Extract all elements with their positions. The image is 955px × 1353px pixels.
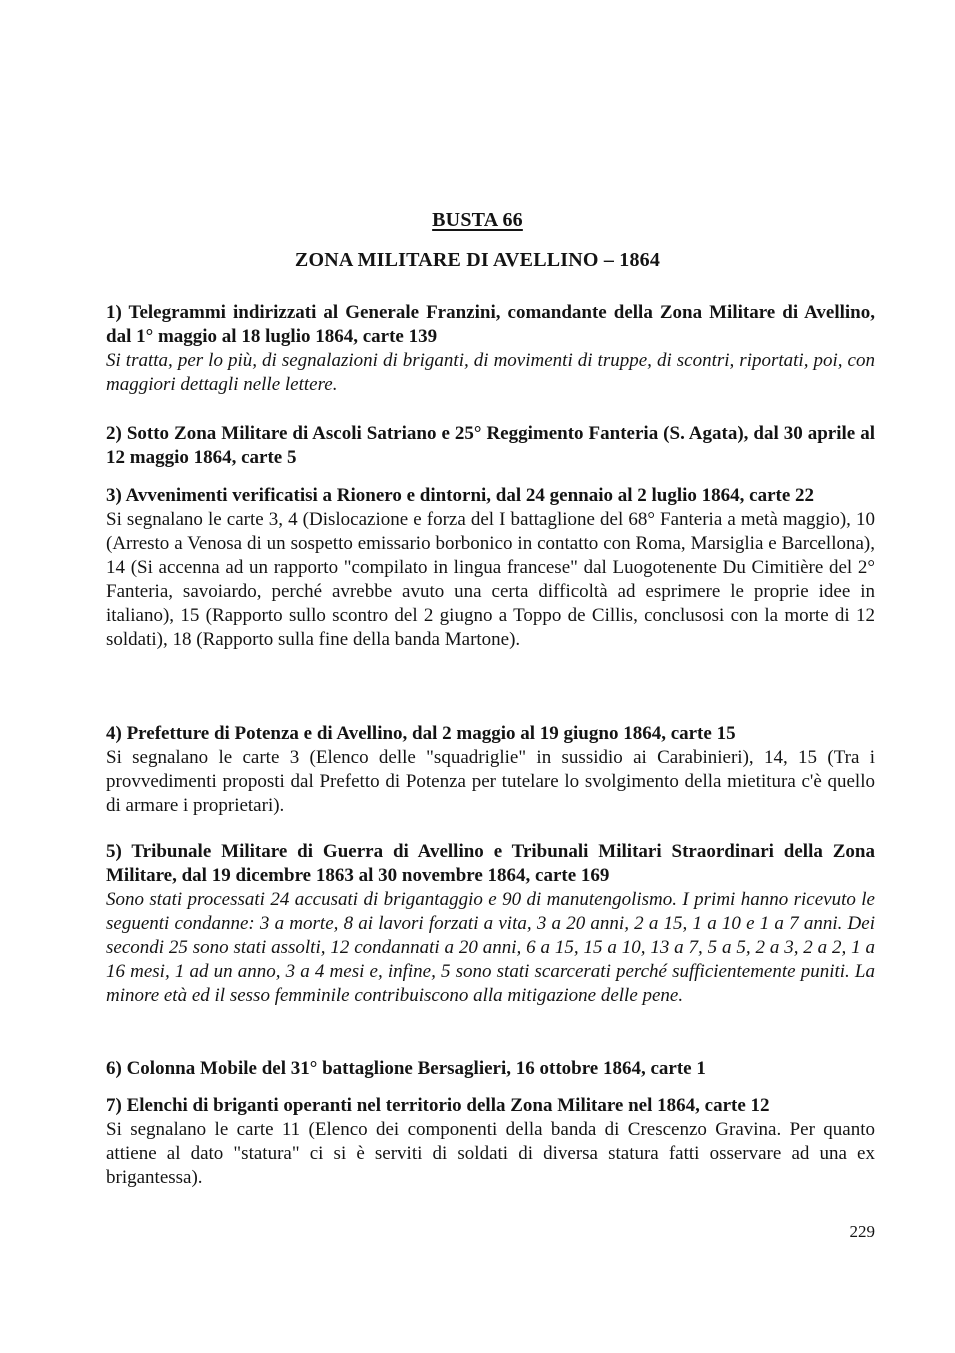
entry-3-description: Si segnalano le carte 3, 4 (Dislocazione e forza del I battaglione del 68° Fanteria a metà maggio), 10 (Arresto a Venosa di un sospetto emissario borbonico in contatto con Roma, Marsiglia e Barcellona), 14 (Si accenna ad un rapporto "compilato in lingua francese" dal Luogotenente Du Cimitière del 2° Fanteria, savoiardo, perché avrebbe avuto una certa difficoltà ad esprimere le proprie idee in italiano), 15 (Rapporto sullo scontro del 2 giugno a Toppo de Cillis, conclusosi con la morte di 12 soldati), 18 (Rapporto sulla fine della banda Martone). [106, 509, 875, 650]
entry-2 [106, 422, 875, 470]
entry-2-heading: 2) Sotto Zona Militare di Ascoli Satriano e 25° Reggimento Fanteria (S. Agata), dal 30 aprile al 12 maggio 1864, carte 5 [106, 423, 875, 468]
entry-4-description: Si segnalano le carte 3 (Elenco delle "squadriglie" in sussidio ai Carabinieri), 14, 15 (Tra i provvedimenti proposti dal Prefetto di Potenza per tutelare lo svolgimento della mietitura c'è quello di armare i proprietari). [106, 747, 875, 816]
entry-3 [106, 484, 875, 652]
entry-1 [106, 301, 875, 397]
entry-7-heading: 7) Elenchi di briganti operanti nel territorio della Zona Militare nel 1864, carte 12 [106, 1095, 770, 1116]
entry-1-heading: 1) Telegrammi indirizzati al Generale Franzini, comandante della Zona Militare di Avellino, dal 1° maggio al 18 luglio 1864, carte 139 [106, 302, 875, 347]
entry-7-description: Si segnalano le carte 11 (Elenco dei componenti della banda di Crescenzo Gravina. Per quanto attiene al dato "statura" ci si è serviti di soldati di diversa statura fatti osservare ad una ex brigantessa). [106, 1119, 875, 1188]
entry-4 [106, 722, 875, 818]
entry-5-heading: 5) Tribunale Militare di Guerra di Avellino e Tribunali Militari Straordinari della Zona Militare, dal 19 dicembre 1863 al 30 novembre 1864, carte 169 [106, 841, 875, 886]
entry-6-heading: 6) Colonna Mobile del 31° battaglione Bersaglieri, 16 ottobre 1864, carte 1 [106, 1058, 706, 1079]
busta-title: BUSTA 66 [432, 209, 523, 231]
entry-7 [106, 1094, 875, 1190]
entry-1-description: Si tratta, per lo più, di segnalazioni di briganti, di movimenti di truppe, di scontri, riportati, poi, con maggiori dettagli nelle lettere. [106, 350, 875, 395]
entry-5-description: Sono stati processati 24 accusati di brigantaggio e 90 di manutengolismo. I primi hanno ricevuto le seguenti condanne: 3 a morte, 8 ai lavori forzati a vita, 3 a 20 anni, 2 a 15, 1 a 10 e 1 a 7 anni. Dei secondi 25 sono stati assolti, 12 condannati a 20 anni, 6 a 15, 15 a 10, 13 a 7, 5 a 5, 2 a 3, 2 a 2, 1 a 16 mesi, 1 ad un anno, 3 a 4 mesi e, infine, 5 sono stati scarcerati perché sufficientemente puniti. La minore età ed il sesso femminile contribuiscono alla mitigazione delle pene. [106, 889, 875, 1006]
entry-4-heading: 4) Prefetture di Potenza e di Avellino, dal 2 maggio al 19 giugno 1864, carte 15 [106, 723, 736, 744]
entry-6 [106, 1057, 875, 1081]
zona-title: ZONA MILITARE DI AVELLINO – 1864 [294, 249, 661, 271]
entry-3-heading: 3) Avvenimenti verificatisi a Rionero e dintorni, dal 24 gennaio al 2 luglio 1864, carte 22 [106, 485, 815, 506]
entry-5 [106, 840, 875, 1008]
page-number: 229 [849, 1222, 875, 1241]
